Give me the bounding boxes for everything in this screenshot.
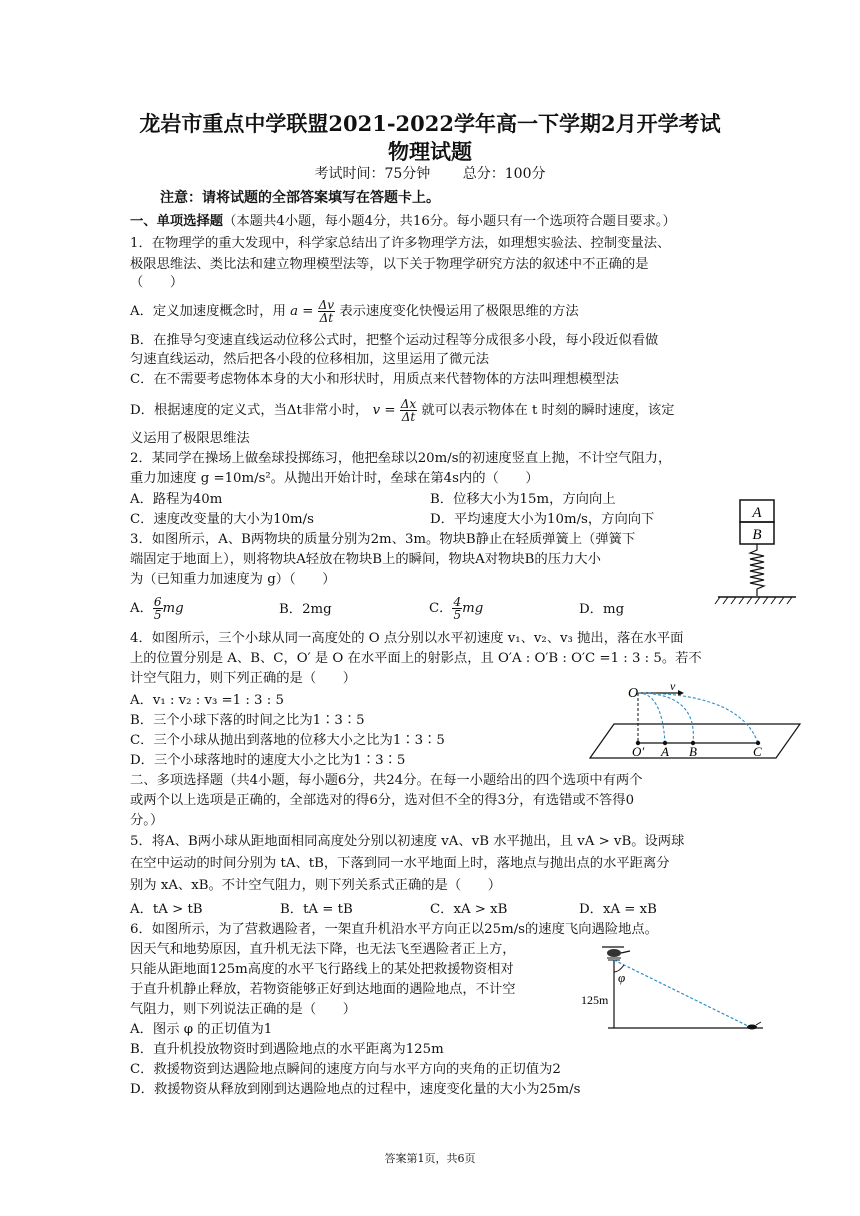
q5-option-d: D．xA = xB [579, 902, 657, 917]
q1-a-fraction [318, 299, 335, 324]
exam-meta [0, 163, 860, 183]
q3-c-fraction [452, 596, 462, 621]
q3-option-b: B．2mg [279, 602, 332, 617]
q4-trajectory-b [638, 693, 693, 743]
q1-stem-3: （ ） [130, 275, 184, 290]
q1-a-den: Δt [319, 311, 334, 325]
q4-stem-1: 4．如图所示，三个小球从同一高度处的 O 点分别以水平初速度 v₁、v₂、v₃ 抛出，落在水平面 [130, 631, 684, 646]
q5-option-a: A．tA > tB [130, 902, 203, 917]
q4-label-c: C [753, 744, 762, 759]
q3-a-fraction [153, 596, 163, 621]
q5-stem-3: 别为 xA、xB。不计空气阻力，则下列关系式正确的是（ ） [130, 878, 502, 893]
q1-option-d-2: 义运用了极限思维法 [130, 431, 250, 446]
q6-option-a: A．图示 φ 的正切值为1 [130, 1022, 273, 1037]
q3-a-unit: mg [162, 601, 184, 616]
q2-stem-2: 重力加速度 g =10m/s²。从抛出开始计时，垒球在第4s内的（ ） [130, 471, 539, 486]
q2-option-c: C．速度改变量的大小为10m/s [130, 512, 314, 527]
q4-stem-2: 上的位置分别是 A、B、C，O′ 是 O 在水平面上的射影点，且 O′A : O′B : O′C =1 : 3 : 5。若不 [130, 651, 702, 666]
total-score: 总分：100分 [462, 166, 546, 182]
q4-label-v: v [670, 679, 676, 693]
q3-ground-hatch [715, 597, 792, 604]
section2-line-3: 分。） [130, 813, 164, 828]
q3-option-c [429, 596, 483, 621]
q3-stem-2: 端固定于地面上），则将物块A轻放在物块B上的瞬间，物块A对物块B的压力大小 [130, 552, 601, 567]
section1-heading: 一、单项选择题 [130, 214, 224, 229]
q6-stem-4: 于直升机静止释放，若物资能够正好到达地面的遇险地点，不计空 [130, 982, 516, 997]
section2-line-1: 二、多项选择题（共4小题，每小题6分，共24分。在每一小题给出的四个选项中有两个 [130, 773, 643, 788]
q6-sight-line [614, 960, 750, 1027]
q1-a-num: Δv [318, 298, 335, 312]
q6-option-c: C．救援物资到达遇险地点瞬间的速度方向与水平方向的夹角的正切值为2 [130, 1062, 561, 1077]
q4-option-b: B．三个小球下落的时间之比为1∶3∶5 [130, 713, 365, 728]
q6-option-d: D．救援物资从释放到刚到达遇险地点的过程中，速度变化量的大小为25m/s [130, 1082, 581, 1097]
q4-option-c: C．三个小球从抛出到落地的位移大小之比为1∶3∶5 [130, 733, 445, 748]
q4-label-a: A [661, 744, 669, 759]
q1-d-fraction [400, 398, 417, 423]
q4-option-a: A．v₁ : v₂ : v₃ =1 : 3 : 5 [130, 693, 284, 708]
q3-c-unit: mg [462, 601, 484, 616]
q3-stem-3: 为（已知重力加速度为 g）（ ） [130, 572, 336, 587]
notice: 注意：请将试题的全部答案填写在答题卡上。 [160, 190, 440, 206]
q3-c-label: C． [429, 601, 453, 616]
q3-c-num: 4 [453, 595, 462, 609]
q6-option-b: B．直升机投放物资时到遇险地点的水平距离为125m [130, 1042, 444, 1057]
q1-option-a [130, 299, 579, 324]
exam-time: 考试时间：75分钟 [314, 166, 431, 182]
q6-stem-3: 只能从距地面125m高度的水平飞行路线上的某处把救援物资相对 [130, 962, 514, 977]
q3-a-num: 6 [153, 595, 162, 609]
page-footer: 答案第1页，共6页 [384, 1152, 476, 1165]
q5-option-c: C．xA > xB [430, 902, 508, 917]
q4-option-d: D．三个小球落地时的速度大小之比为1∶3∶5 [130, 753, 406, 768]
q4-label-b: B [689, 744, 697, 759]
q6-stem-5: 气阻力，则下列说法正确的是（ ） [130, 1002, 357, 1017]
exam-title: 龙岩市重点中学联盟2021-2022学年高一下学期2月开学考试 [139, 111, 721, 136]
q6-height-label: 125m [581, 993, 609, 1007]
q1-d-den: Δt [401, 410, 416, 424]
q1-option-b-2: 匀速直线运动，然后把各小段的位移相加，这里运用了微元法 [130, 352, 490, 367]
q1-stem-2: 极限思维法、类比法和建立物理模型法等，以下关于物理学研究方法的叙述中不正确的是 [130, 257, 649, 272]
q1-d-num: Δx [400, 397, 417, 411]
q2-option-d: D．平均速度大小为10m/s，方向向下 [430, 512, 655, 527]
section1-header [130, 213, 676, 230]
q4-figure [590, 680, 800, 765]
q6-angle-label: φ [618, 970, 626, 985]
q3-a-den: 5 [153, 608, 162, 622]
q3-a-label: A． [130, 601, 153, 616]
q1-a-post: 表示速度变化快慢运用了极限思维的方法 [339, 304, 579, 319]
q3-c-den: 5 [453, 608, 462, 622]
exam-subject: 物理试题 [388, 139, 472, 164]
q2-stem-1: 2．某同学在操场上做垒球投掷练习，他把垒球以20m/s的初速度竖直上抛，不计空气阻力， [130, 451, 672, 466]
q2-option-b: B．位移大小为15m，方向向上 [430, 492, 616, 507]
q3-option-d: D．mg [579, 602, 625, 617]
q3-label-b: B [752, 527, 762, 543]
q3-label-a: A [752, 505, 762, 521]
q1-option-b-1: B．在推导匀变速直线运动位移公式时，把整个运动过程等分成很多小段，每小段近似看做 [130, 333, 659, 348]
q1-d-lhs: v = [372, 403, 396, 418]
q2-option-a: A．路程为40m [130, 492, 223, 507]
q1-d-post: 就可以表示物体在 t 时刻的瞬时速度，该定 [421, 403, 675, 418]
section1-desc: （本题共4小题，每小题4分，共16分。每小题只有一个选项符合题目要求。） [223, 214, 676, 229]
q1-option-d [130, 398, 675, 423]
q4-trajectory-c [638, 693, 758, 743]
q1-d-pre: D．根据速度的定义式，当Δt非常小时， [130, 403, 369, 418]
q6-stem-2: 因天气和地势原因，直升机无法下降，也无法飞至遇险者正上方， [130, 942, 516, 957]
q3-figure [712, 498, 802, 610]
helicopter-icon [602, 947, 630, 958]
q1-a-lhs: a = [290, 304, 314, 319]
q5-option-b: B．tA = tB [280, 902, 353, 917]
q1-a-pre: A．定义加速度概念时，用 [130, 304, 286, 319]
q3-option-a [130, 596, 184, 621]
q3-spring [750, 544, 764, 596]
q5-stem-2: 在空中运动的时间分别为 tA、tB，下落到同一水平地面上时，落地点与抛出点的水平距离分 [130, 856, 670, 871]
section2-line-2: 或两个以上选项是正确的，全部选对的得6分，选对但不全的得3分，有选错或不答得0 [130, 793, 635, 808]
q6-figure [578, 938, 778, 1038]
q4-trajectory-a [638, 693, 665, 743]
q4-stem-3: 计空气阻力，则下列正确的是（ ） [130, 671, 357, 686]
q1-stem-1: 1．在物理学的重大发现中，科学家总结出了许多物理学方法，如理想实验法、控制变量法、 [130, 236, 671, 251]
q4-label-o: O [628, 686, 639, 701]
q1-option-c: C．在不需要考虑物体本身的大小和形状时，用质点来代替物体的方法叫理想模型法 [130, 372, 619, 387]
q4-label-o-prime: O′ [632, 744, 645, 759]
q6-stem-1: 6．如图所示，为了营救遇险者，一架直升机沿水平方向正以25m/s的速度飞向遇险地点。 [130, 922, 658, 937]
q3-stem-1: 3．如图所示，A、B两物块的质量分别为2m、3m。物块B静止在轻质弹簧上（弹簧下 [130, 532, 636, 547]
q5-stem-1: 5．将A、B两小球从距地面相同高度处分别以初速度 vA、vB 水平抛出，且 vA > vB。设两球 [130, 834, 685, 849]
